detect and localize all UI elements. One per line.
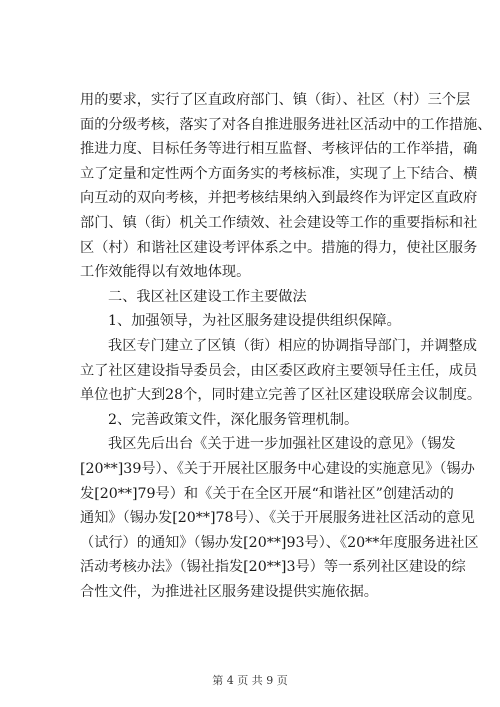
text-line: 活动考核办法》（锡社指发[20**]3号）等一系列社区建设的综: [80, 559, 466, 576]
text-line: 区（村）和谐社区建设考评体系之中。措施的得力，使社区服务: [80, 239, 478, 256]
text-line: 用的要求，实行了区直政府部门、镇（街）、社区（村）三个层: [80, 92, 471, 108]
text-line: （试行）的通知》（锡办发[20**]93号）、《20**年度服务进社区: [80, 534, 479, 551]
text-line: 向互动的双向考核，并把考核结果纳入到最终作为评定区直政府: [80, 190, 478, 207]
text-line: [20**]39号）、《关于开展社区服务中心建设的实施意见》（锡办: [80, 460, 475, 477]
text-line: 发[20**]79号）和《关于在全区开展“和谐社区”创建活动的: [80, 485, 454, 502]
text-line: 面的分级考核，落实了对各自推进服务进社区活动中的工作措施、: [80, 116, 492, 133]
text-line: 我区专门建立了区镇（街）相应的协调指导部门，并调整成: [108, 337, 477, 354]
document-body: [80, 88, 492, 604]
subsection-heading: 1、加强领导，为社区服务建设提供组织保障。: [108, 313, 401, 330]
text-line: 立了定量和定性两个方面务实的考核标准，实现了上下结合、横: [80, 165, 478, 182]
subsection-heading: 2、完善政策文件，深化服务管理机制。: [108, 411, 359, 428]
text-line: 通知》（锡办发[20**]78号）、《关于开展服务进社区活动的意见: [80, 510, 475, 527]
text-line: 推进力度、目标任务等进行相互监督、考核评估的工作举措，确: [80, 141, 478, 158]
text-line: 我区先后出台《关于进一步加强社区建设的意见》（锡发: [108, 436, 456, 453]
page-number: 第 4 页 共 9 页: [212, 674, 288, 687]
text-line: 立了社区建设指导委员会，由区委区政府主要领导任主任，成员: [80, 362, 478, 379]
text-line: 单位也扩大到28个，同时建立完善了区社区建设联席会议制度。: [80, 387, 482, 404]
text-line: 部门、镇（街）机关工作绩效、社会建设等工作的重要指标和社: [80, 214, 478, 231]
section-heading: 二、我区社区建设工作主要做法: [108, 288, 307, 305]
text-line: 合性文件，为推进社区服务建设提供实施依据。: [80, 583, 378, 600]
text-line: 工作效能得以有效地体现。: [80, 264, 251, 281]
